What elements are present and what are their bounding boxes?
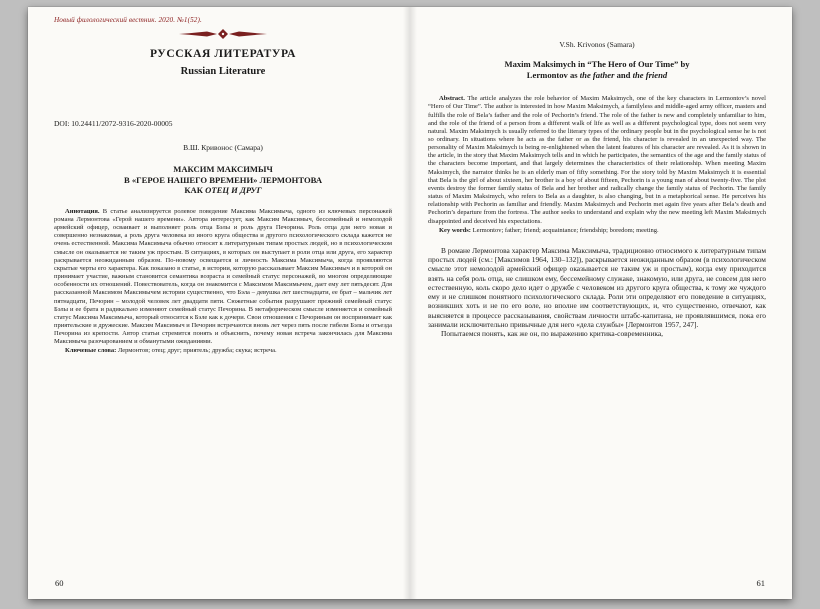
abstract-en	[428, 95, 766, 226]
article-title-ru-line2: В «ГЕРОЕ НАШЕГО ВРЕМЕНИ» ЛЕРМОНТОВА	[123, 174, 323, 185]
article-title-ru-line3: КАК ОТЕЦ И ДРУГ	[184, 185, 262, 196]
right-page	[410, 7, 792, 599]
abstract-en-label: Abstract.	[439, 95, 465, 103]
abstract-en-text: The article analyzes the role behavior of Maxim Maksimych, one of the key characters in Lermontov’s novel “Hero of Our Time”. The author is interested in how Maxim Maksimych, a familyless and middle-aged army officer, masters and fulfills the role of Bela’s father and the role of Pechorin’s friend. The role of the father is new and completely unfamiliar to him, and the role of the friend of a person from a different walk of life as well as a different psychological type, does not seem very natural. Maxim Maksimych is usually referred to the literary types of the ordinary people but in the psychological sense he is not so ordinary. In situations where he acts as the father or as the friend, his character is revealed in an unexpected way. The personality of Maxim Maksimych is being re-enlightened when the latent features of his character are revealed. As it is shown in the article, in the story that Maxim Maksimych tells and in which he participates, the semantics of the age and the family status of the characters become important, and that largely determines the characteristics of their relationship. When meeting Maxim Maksimych, the narrator thinks he is an elderly man of fifty something. For the story told by Maxim Maksimych it is essential that Bela is the girl of about sixteen, her brother is a boy of about fifteen, Pechorin is a young man of about twenty-five. The plot events destroy the former family status of Bela and her brother and radically change the family status of Pechorin. The family status of Maxim Maksimych, who refers to Bela as a daughter, is also changing, but in a metaphorical sense. He perceives his relationship with Pechorin as familiar and friendly. Maxim Maksimych and Pechorin met again five years after Bela’s death and Pechorin’s departure from the fortress. The author seeks to understand and explain why the new meeting left Maxim Maksimych disappointed and deceived his expectations.	[428, 95, 766, 225]
abstract-ru-text: В статье анализируется ролевое поведение Максима Максимыча, одного из ключевых персонажей романа Лермонтова «Герой нашего времени». Автора интересует, как Максим Максимыч, бессемейный и немолодой армейский офицер, осваивает и выполняет роль отца Бэлы и роль друга Печорина. Роль отца для него новая и совершенно незнакомая, а роль друга человека из иного круга общества и другого психологического склада кажется не очень естественной. Максима Максимыча обычно относят к литературным типам простых людей, но в психологическом смысле он оказывается не таким уж простым. В ситуациях, в которых он выступает в роли отца или друга, его характер раскрывается неожиданным образом. По-новому освещается и личность Максима Максимыча, когда проявляются скрытые черты его характера. Как показано в статье, в истории, которую рассказывает Максим Максимыч и в которой он принимает участие, важным становится семантика возраста и семейный статус персонажей, во многом определяющие особенности их отношений. Повествователь, когда он знакомится с Максимом Максимычем, дает ему лет пятьдесят. Для рассказанной Максимом Максимычем истории существенно, что Бэла – девушка лет шестнадцати, ее брат – мальчик лет пятнадцати, Печорин – молодой человек лет двадцати пяти. Сюжетные события разрушают прежний семейный статус Бэлы и ее брата и радикально изменяют семейный статус Печорина. В метафорическом смысле изменяется и семейный статус Максима Максимыча, который относится к Бэле как к дочери. Свои отношения с Печориным он воспринимает как приятельские и дружеские. Максим Максимыч и Печорин встречаются вновь лет через пять после гибели Бэлы и отъезда Печорина из крепости. Автор статьи стремится понять и объяснить, почему новая встреча закончилась для Максима Максимыча разочарованием и обманутыми ожиданиями.	[54, 207, 392, 346]
section-title-ru: РУССКАЯ ЛИТЕРАТУРА	[149, 48, 297, 60]
article-title-ru-line1: МАКСИМ МАКСИМЫЧ	[173, 164, 273, 174]
keywords-en	[428, 227, 766, 235]
left-page	[28, 7, 410, 599]
author-en: V.Sh. Krivonos (Samara)	[559, 40, 635, 49]
body-paragraph-2: Попытаемся понять, как же он, по выражению критика-современника,	[441, 329, 664, 339]
article-title-en-line2: Lermontov as the father and the friend	[526, 69, 668, 80]
author-ru: В.Ш. Кривонос (Самара)	[183, 143, 263, 152]
page-number-right: 61	[756, 578, 765, 588]
section-title-en: Russian Literature	[180, 66, 266, 77]
keywords-ru	[54, 347, 392, 355]
article-title-en-line1: Maxim Maksimych in “The Hero of Our Time” by	[504, 59, 690, 69]
page-number-left: 60	[55, 578, 64, 588]
abstract-ru	[54, 208, 392, 347]
running-head: Новый филологический вестник. 2020. №1(52).	[54, 16, 202, 24]
keywords-ru-text: Лермонтов; отец; друг; приятель; дружба; скука; встреча.	[117, 347, 277, 355]
ornament-icon	[179, 29, 267, 39]
article-title-en	[428, 59, 766, 80]
keywords-en-label: Key words:	[439, 226, 471, 234]
keywords-ru-label: Ключевые слова:	[65, 347, 117, 355]
abstract-ru-label: Аннотация.	[65, 207, 100, 215]
doi: DOI: 10.24411/2072-9316-2020-00005	[54, 119, 173, 128]
article-title-ru	[54, 164, 392, 196]
journal-spread	[28, 7, 792, 599]
keywords-en-text: Lermontov; father; friend; acquaintance; friendship; boredom; meeting.	[472, 226, 659, 234]
body-paragraph-1: В романе Лермонтова характер Максима Максимыча, традиционно относимого к литературным типам простых людей (см.: [Максимов 1964, 130–132]), раскрывается неожиданным образом (в психологическом смысле этот немолодой армейский офицер оказывается не таким уж и простым), когда ему приходится взять на себя роль отца, не слишком ему, бессемейному служаке, знакомую, или друга, не совсем для него естественную, коль скоро дело идет о дружбе с человеком из другого круга общества, к тому же чуждого ему и не слишком понятного психологического склада. Роли эти определяют его поведение в ситуациях, возникших хоть и не по его воле, но вполне им соответствующих, и, что существенно, отвечают, как выясняется в процессе рассказывания, свойствам личности штабс-капитана, не проявлявшимся, пока его занимали исключительно привычные для него «дела службы» [Лермонтов 1957, 247].	[428, 245, 766, 329]
